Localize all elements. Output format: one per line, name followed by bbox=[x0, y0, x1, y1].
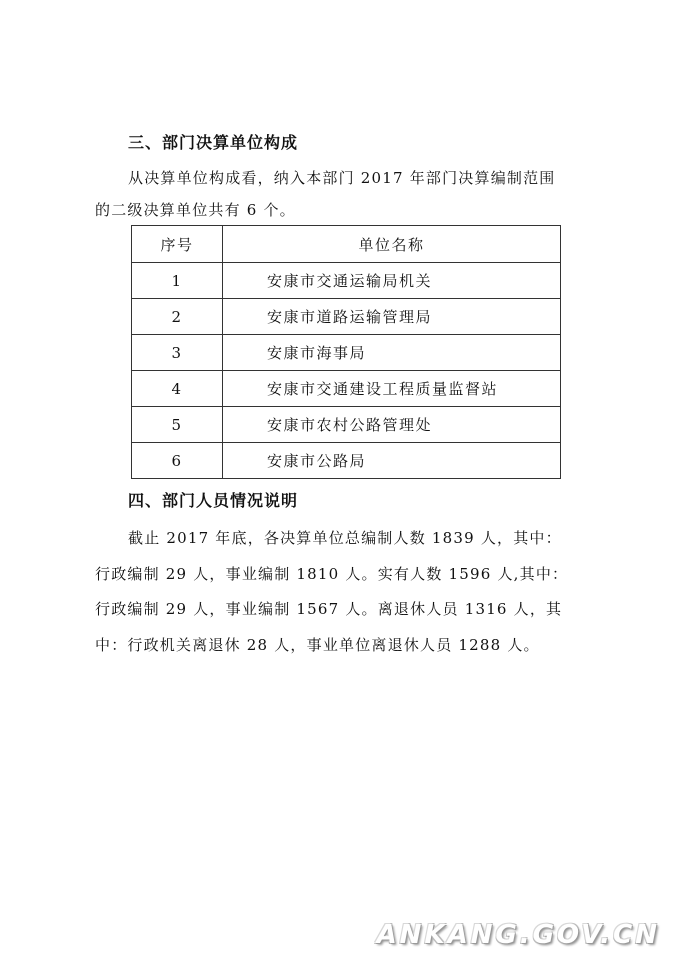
section3-paragraph-line1: 从决算单位构成看，纳入本部门 2017 年部门决算编制范围 bbox=[128, 169, 556, 187]
row-no: 3 bbox=[132, 335, 223, 371]
row-name: 安康市交通建设工程质量监督站 bbox=[223, 371, 561, 407]
section4-paragraph-line3: 行政编制 29 人，事业编制 1567 人。离退休人员 1316 人，其 bbox=[95, 600, 563, 618]
row-no: 2 bbox=[132, 299, 223, 335]
section4-paragraph-line4: 中：行政机关离退休 28 人，事业单位离退休人员 1288 人。 bbox=[95, 636, 540, 654]
header-name: 单位名称 bbox=[223, 226, 561, 263]
row-no: 5 bbox=[132, 407, 223, 443]
row-no: 1 bbox=[132, 263, 223, 299]
section4-paragraph-line2: 行政编制 29 人，事业编制 1810 人。实有人数 1596 人,其中： bbox=[95, 565, 569, 583]
row-no: 6 bbox=[132, 443, 223, 479]
table-row bbox=[132, 299, 561, 335]
row-name: 安康市公路局 bbox=[223, 443, 561, 479]
table-header-row bbox=[132, 226, 561, 263]
row-name: 安康市海事局 bbox=[223, 335, 561, 371]
row-name: 安康市道路运输管理局 bbox=[223, 299, 561, 335]
section3-paragraph-line2: 的二级决算单位共有 6 个。 bbox=[95, 201, 296, 219]
row-no: 4 bbox=[132, 371, 223, 407]
table-row bbox=[132, 263, 561, 299]
header-no: 序号 bbox=[132, 226, 223, 263]
table-row bbox=[132, 371, 561, 407]
table-row bbox=[132, 335, 561, 371]
units-table bbox=[131, 225, 561, 479]
section3-heading: 三、部门决算单位构成 bbox=[128, 133, 299, 152]
table-row bbox=[132, 443, 561, 479]
row-name: 安康市交通运输局机关 bbox=[223, 263, 561, 299]
section4-heading: 四、部门人员情况说明 bbox=[128, 491, 299, 510]
section4-paragraph-line1: 截止 2017 年底，各决算单位总编制人数 1839 人，其中： bbox=[128, 529, 562, 547]
table-row bbox=[132, 407, 561, 443]
watermark-logo: ANKANG.GOV.CN bbox=[376, 920, 660, 950]
row-name: 安康市农村公路管理处 bbox=[223, 407, 561, 443]
